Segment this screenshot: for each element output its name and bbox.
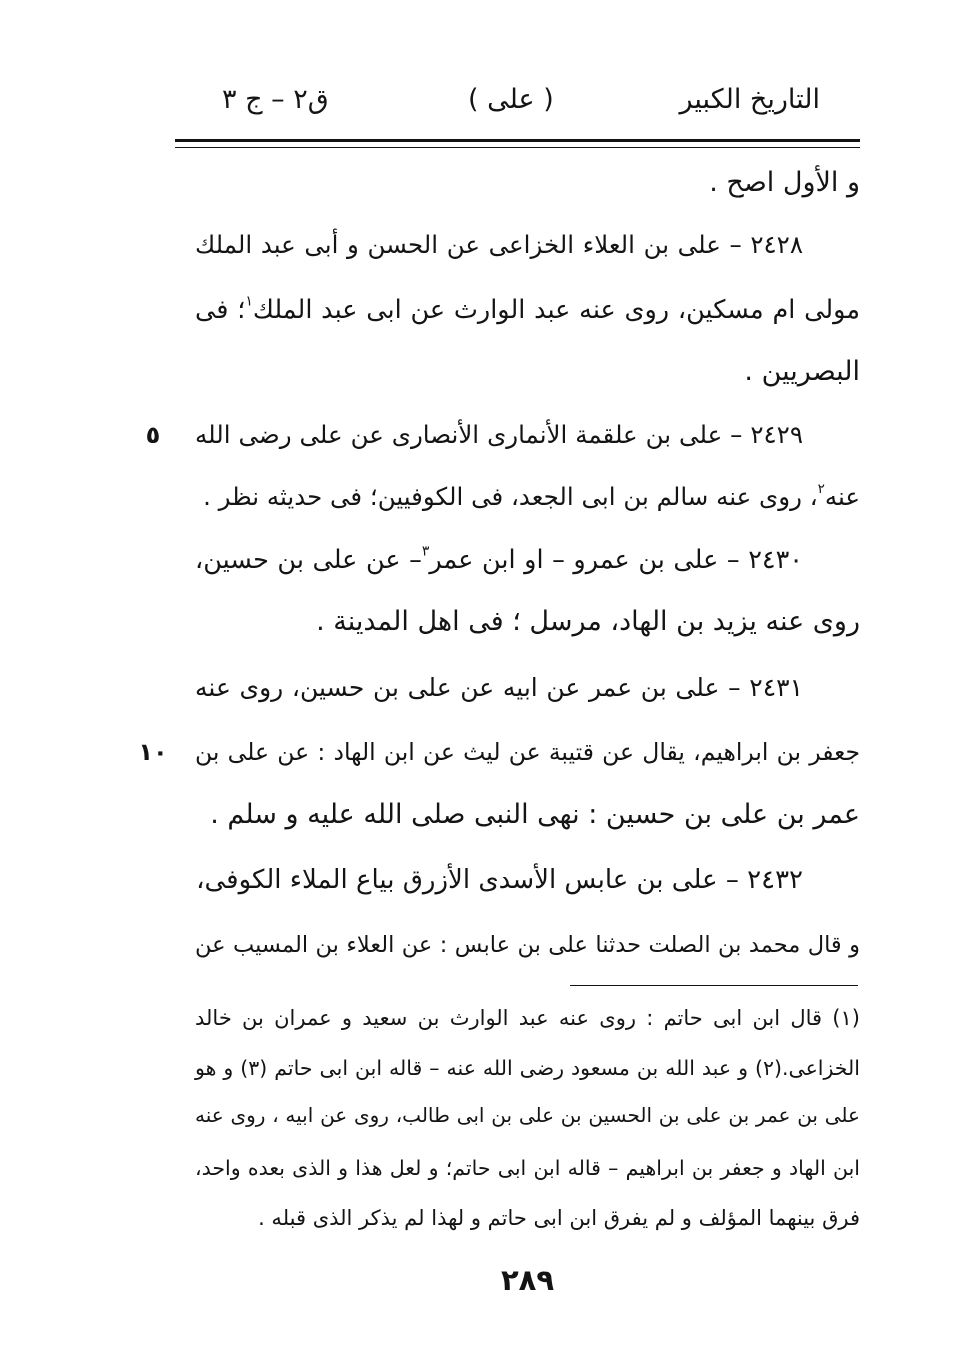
text-segment: – عن على بن حسين، — [195, 545, 422, 575]
footnote-marker: ١ — [245, 293, 253, 310]
footnote-line: الخزاعى.(٢) و عبد الله بن مسعود رضى الله عنه – قاله ابن ابى حاتم (٣) و هو — [195, 1056, 860, 1080]
footnote-marker: ٢ — [817, 480, 825, 497]
page-number: ٢٨٩ — [500, 1263, 555, 1297]
footnote-marker: ٣ — [421, 543, 430, 560]
text-line — [195, 472, 860, 522]
footnote-line: ابن الهاد و جعفر بن ابراهيم – قاله ابن ابى حاتم؛ و لعل هذا و الذى بعده واحد، — [195, 1156, 860, 1180]
footnote-line: (١) قال ابن ابى حاتم : روى عنه عبد الوارث بن سعيد و عمران بن خالد — [195, 1006, 860, 1030]
running-header-volume: ق٢ – ج ٣ — [222, 84, 329, 115]
text-segment: ، روى عنه سالم بن ابى الجعد، فى الكوفيين؛ فى حديثه نظر . — [203, 482, 818, 511]
text-segment: ٢٤٣٠ – على بن عمرو – او ابن عمر — [429, 545, 803, 575]
text-line: روى عنه يزيد بن الهاد، مرسل ؛ فى اهل المدينة . — [316, 606, 860, 637]
margin-line-number: ١٠ — [138, 738, 168, 766]
text-segment: ؛ فى — [195, 295, 246, 325]
text-line: البصريين . — [744, 356, 860, 387]
header-rule-thin — [175, 147, 860, 148]
text-line: و قال محمد بن الصلت حدثنا على بن عابس : عن العلاء بن المسيب عن — [195, 932, 860, 958]
entry-2431-line: ٢٤٣١ – على بن عمر عن ابيه عن على بن حسين، روى عنه — [195, 673, 803, 702]
text-line: جعفر بن ابراهيم، يقال عن قتيبة عن ليث عن ابن الهاد : عن على بن — [195, 738, 860, 766]
running-header-book-title: التاريخ الكبير — [679, 84, 820, 115]
footnote-line: فرق بينهما المؤلف و لم يفرق ابن ابى حاتم و لهذا لم يذكر الذى قبله . — [258, 1206, 860, 1230]
text-line — [195, 285, 860, 335]
margin-line-number: ٥ — [145, 421, 161, 449]
header-rule-thick — [175, 139, 860, 142]
entry-2428-line: ٢٤٢٨ – على بن العلاء الخزاعى عن الحسن و أبى عبد الملك — [195, 230, 803, 259]
running-header-section: ( على ) — [468, 84, 554, 115]
text-line: عمر بن على بن حسين : نهى النبى صلى الله عليه و سلم . — [210, 799, 860, 830]
entry-2429-line: ٢٤٢٩ – على بن علقمة الأنمارى الأنصارى عن على رضى الله — [195, 420, 803, 449]
text-line: و الأول اصح . — [709, 167, 860, 198]
entry-2430-line — [195, 535, 860, 585]
entry-2432-line: ٢٤٣٢ – على بن عابس الأسدى الأزرق بياع الملاء الكوفى، — [196, 865, 803, 895]
footnote-line: على بن عمر بن على بن الحسين بن على بن ابى طالب، روى عن ابيه ، روى عنه — [195, 1103, 860, 1127]
footnote-separator-rule — [570, 985, 858, 986]
text-segment: مولى ام مسكين، روى عنه عبد الوارث عن ابى عبد الملك — [252, 295, 861, 325]
text-segment: عنه — [824, 482, 860, 511]
